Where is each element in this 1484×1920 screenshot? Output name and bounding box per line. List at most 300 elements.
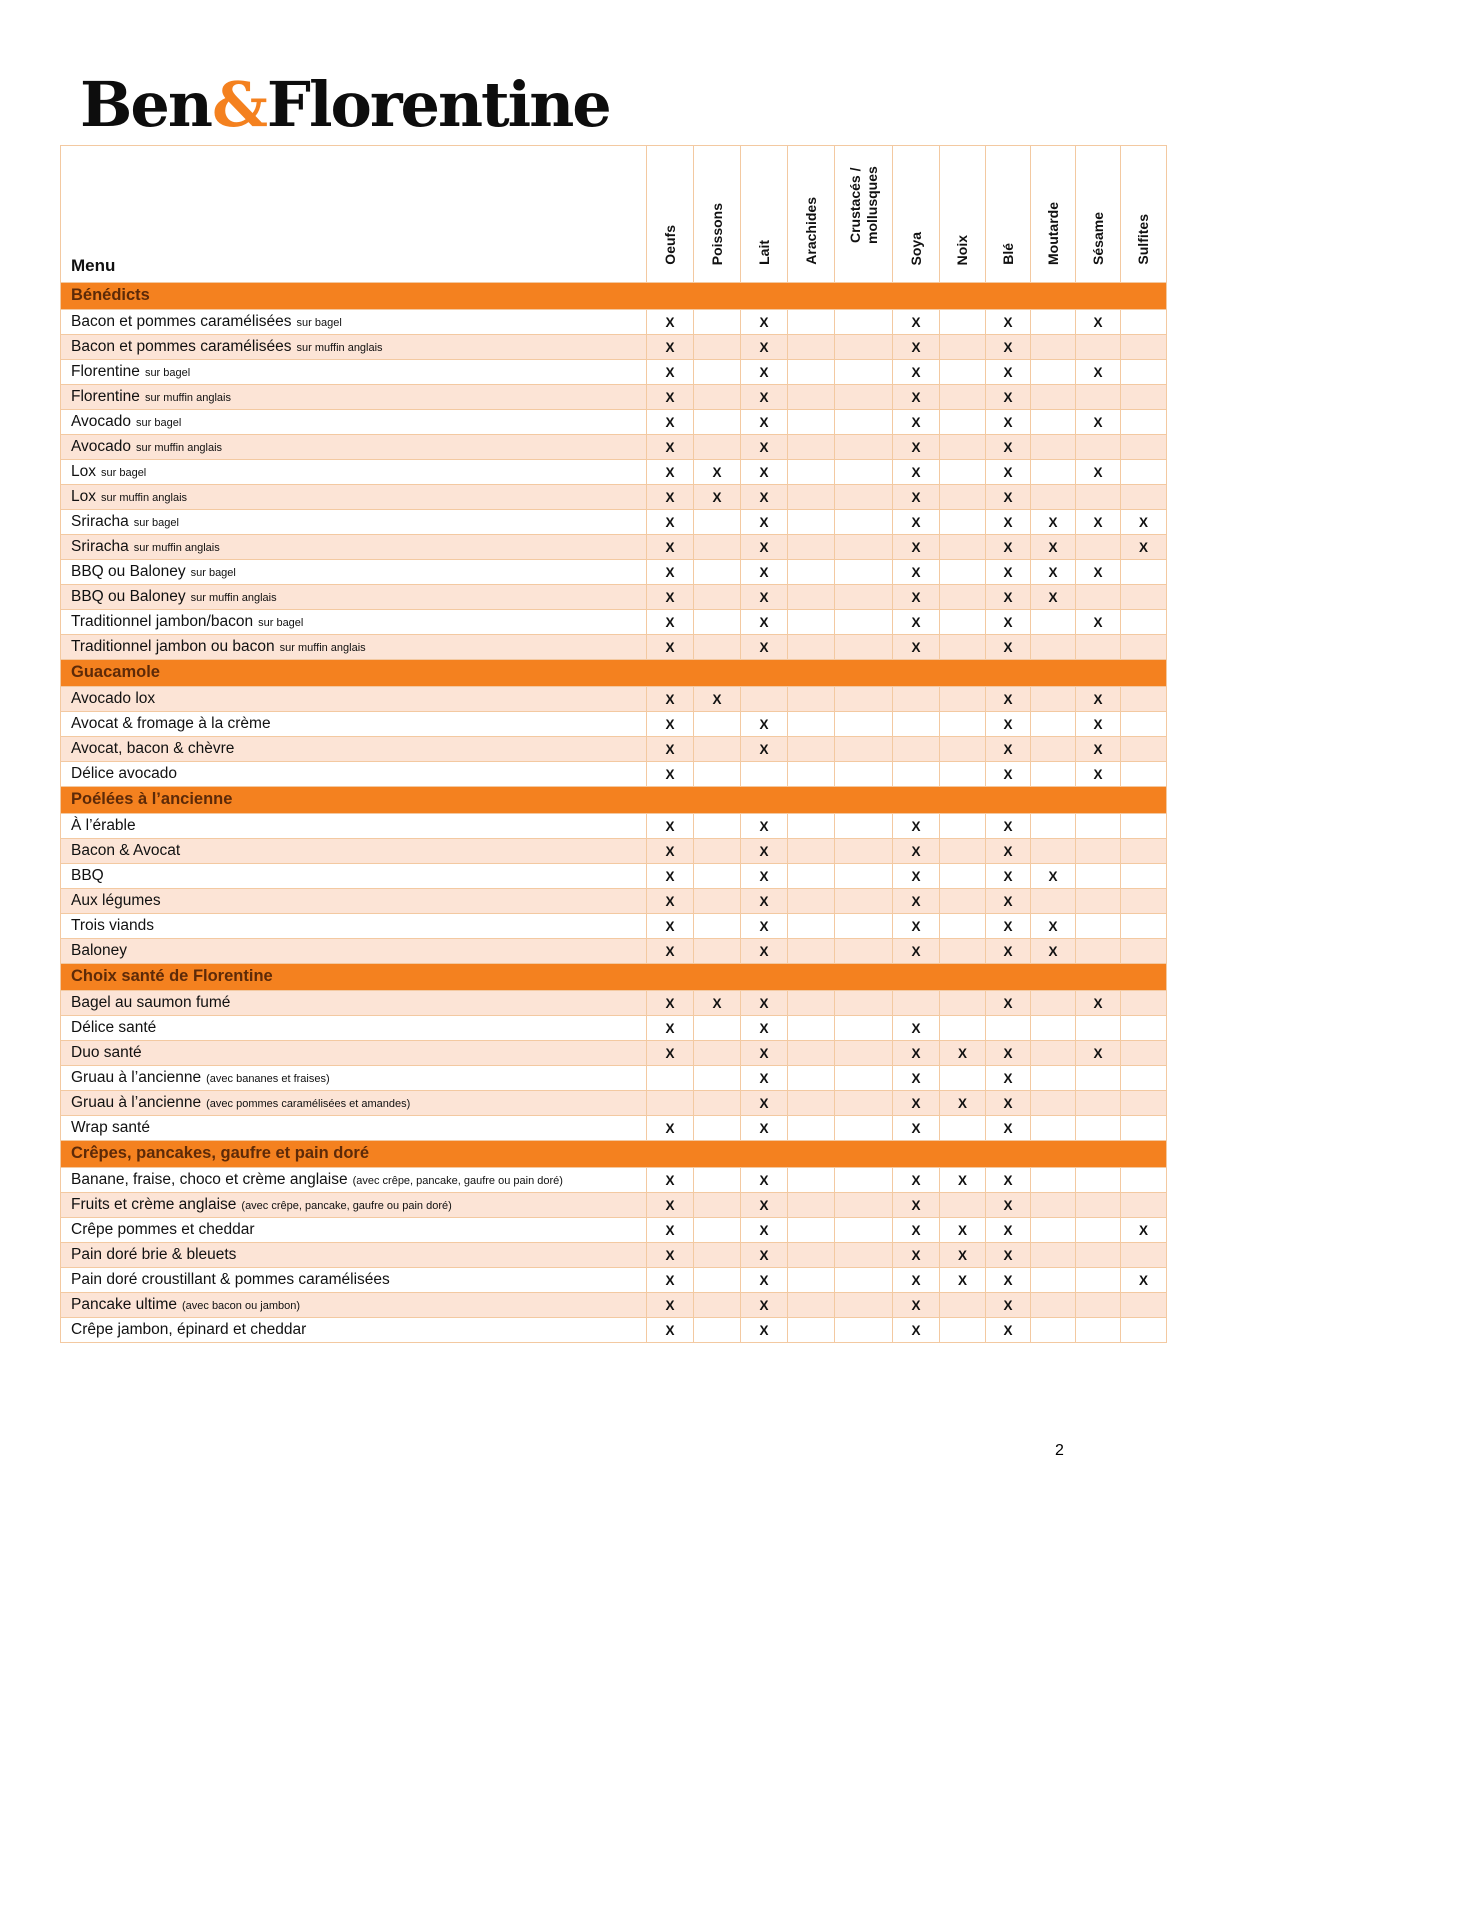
allergen-column-header xyxy=(1121,146,1167,283)
allergen-mark-cell xyxy=(694,889,741,914)
allergen-mark-cell xyxy=(694,737,741,762)
allergen-mark-cell: X xyxy=(741,839,788,864)
allergen-mark-cell: X xyxy=(893,814,940,839)
allergen-mark-cell xyxy=(835,839,893,864)
allergen-mark-cell: X xyxy=(986,814,1031,839)
restaurant-logo xyxy=(80,68,610,141)
menu-row xyxy=(61,889,1167,914)
allergen-mark-cell xyxy=(647,1066,694,1091)
menu-row xyxy=(61,1243,1167,1268)
allergen-mark-cell: X xyxy=(1076,510,1121,535)
menu-item-cell xyxy=(61,914,647,939)
menu-item-note: sur muffin anglais xyxy=(296,341,383,354)
allergen-mark-cell xyxy=(1076,1193,1121,1218)
allergen-mark-cell: X xyxy=(986,1243,1031,1268)
allergen-mark-cell: X xyxy=(986,1193,1031,1218)
allergen-mark-cell xyxy=(1031,1293,1076,1318)
menu-item-name: BBQ xyxy=(71,866,104,884)
menu-row xyxy=(61,485,1167,510)
menu-item-name: Lox xyxy=(71,462,96,480)
menu-item-cell xyxy=(61,410,647,435)
section-header-row xyxy=(61,283,1167,310)
allergen-mark-cell xyxy=(1121,1293,1167,1318)
allergen-column-label: Arachides xyxy=(802,197,819,265)
menu-item-cell xyxy=(61,1041,647,1066)
allergen-mark-cell xyxy=(835,1193,893,1218)
allergen-mark-cell xyxy=(1121,435,1167,460)
allergen-mark-cell: X xyxy=(1076,310,1121,335)
allergen-mark-cell: X xyxy=(893,310,940,335)
allergen-mark-cell xyxy=(940,991,986,1016)
menu-item-name: Pain doré brie & bleuets xyxy=(71,1245,237,1263)
allergen-mark-cell: X xyxy=(694,485,741,510)
menu-item-note: sur muffin anglais xyxy=(136,441,223,454)
allergen-mark-cell xyxy=(940,939,986,964)
allergen-mark-cell: X xyxy=(647,712,694,737)
allergen-mark-cell: X xyxy=(1031,585,1076,610)
allergen-column-label: Oeufs xyxy=(661,225,678,265)
menu-row xyxy=(61,310,1167,335)
allergen-mark-cell: X xyxy=(741,1318,788,1343)
allergen-mark-cell: X xyxy=(647,1168,694,1193)
menu-row xyxy=(61,460,1167,485)
allergen-mark-cell xyxy=(893,991,940,1016)
menu-item-cell xyxy=(61,1091,647,1116)
section-title: Choix santé de Florentine xyxy=(61,964,1167,991)
allergen-mark-cell: X xyxy=(647,435,694,460)
allergen-mark-cell xyxy=(835,1243,893,1268)
allergen-mark-cell: X xyxy=(893,1016,940,1041)
allergen-mark-cell: X xyxy=(647,535,694,560)
allergen-mark-cell xyxy=(788,1168,835,1193)
allergen-mark-cell xyxy=(788,1041,835,1066)
menu-item-cell xyxy=(61,1168,647,1193)
allergen-mark-cell xyxy=(788,939,835,964)
menu-row xyxy=(61,535,1167,560)
allergen-mark-cell: X xyxy=(741,1016,788,1041)
allergen-mark-cell xyxy=(1121,310,1167,335)
allergen-mark-cell: X xyxy=(986,889,1031,914)
allergen-mark-cell xyxy=(835,535,893,560)
allergen-mark-cell xyxy=(788,410,835,435)
allergen-mark-cell xyxy=(940,585,986,610)
allergen-mark-cell xyxy=(1121,385,1167,410)
allergen-mark-cell xyxy=(694,1243,741,1268)
allergen-mark-cell: X xyxy=(986,635,1031,660)
allergen-mark-cell: X xyxy=(647,310,694,335)
allergen-mark-cell xyxy=(1121,485,1167,510)
allergen-mark-cell xyxy=(835,585,893,610)
allergen-mark-cell: X xyxy=(741,1218,788,1243)
menu-item-note: sur bagel xyxy=(144,366,191,379)
allergen-mark-cell: X xyxy=(893,889,940,914)
allergen-mark-cell xyxy=(835,939,893,964)
allergen-mark-cell xyxy=(788,1066,835,1091)
menu-row xyxy=(61,335,1167,360)
allergen-mark-cell xyxy=(694,1041,741,1066)
allergen-mark-cell: X xyxy=(893,385,940,410)
allergen-mark-cell: X xyxy=(741,535,788,560)
allergen-mark-cell: X xyxy=(940,1218,986,1243)
allergen-mark-cell xyxy=(788,839,835,864)
allergen-mark-cell: X xyxy=(647,460,694,485)
allergen-mark-cell xyxy=(1121,914,1167,939)
allergen-mark-cell: X xyxy=(893,1318,940,1343)
allergen-mark-cell: X xyxy=(893,1218,940,1243)
menu-row xyxy=(61,1268,1167,1293)
allergen-column-header xyxy=(940,146,986,283)
allergen-mark-cell: X xyxy=(986,1091,1031,1116)
allergen-column-label: Sulfites xyxy=(1135,214,1152,265)
allergen-mark-cell xyxy=(647,1091,694,1116)
allergen-mark-cell xyxy=(694,1116,741,1141)
allergen-mark-cell: X xyxy=(893,1091,940,1116)
allergen-column-header xyxy=(893,146,940,283)
allergen-mark-cell xyxy=(835,712,893,737)
allergen-mark-cell xyxy=(835,410,893,435)
allergen-mark-cell xyxy=(940,310,986,335)
menu-item-name: Avocat & fromage à la crème xyxy=(71,714,271,732)
logo-ampersand: & xyxy=(211,68,266,141)
menu-row xyxy=(61,864,1167,889)
allergen-mark-cell xyxy=(788,310,835,335)
menu-item-cell xyxy=(61,737,647,762)
allergen-mark-cell: X xyxy=(1076,762,1121,787)
allergen-mark-cell xyxy=(940,839,986,864)
allergen-mark-cell: X xyxy=(893,610,940,635)
allergen-mark-cell xyxy=(1031,1066,1076,1091)
menu-row xyxy=(61,510,1167,535)
menu-item-note: sur bagel xyxy=(296,316,342,329)
allergen-mark-cell xyxy=(940,460,986,485)
allergen-mark-cell xyxy=(788,1218,835,1243)
menu-item-note: sur bagel xyxy=(133,516,179,529)
allergen-mark-cell xyxy=(694,939,741,964)
menu-item-note: sur bagel xyxy=(258,616,304,629)
allergen-column-header xyxy=(835,146,893,283)
section-title: Crêpes, pancakes, gaufre et pain doré xyxy=(61,1141,1167,1168)
allergen-mark-cell xyxy=(1121,410,1167,435)
allergen-mark-cell xyxy=(1076,814,1121,839)
allergen-mark-cell: X xyxy=(893,435,940,460)
allergen-mark-cell: X xyxy=(647,1293,694,1318)
allergen-mark-cell xyxy=(788,687,835,712)
allergen-mark-cell xyxy=(940,535,986,560)
menu-item-cell xyxy=(61,1193,647,1218)
allergen-mark-cell xyxy=(1121,814,1167,839)
menu-row xyxy=(61,1318,1167,1343)
allergen-mark-cell xyxy=(835,1293,893,1318)
menu-item-cell xyxy=(61,1318,647,1343)
allergen-mark-cell xyxy=(1076,914,1121,939)
allergen-mark-cell xyxy=(694,560,741,585)
menu-item-name: Avocat, bacon & chèvre xyxy=(71,739,235,757)
allergen-mark-cell: X xyxy=(741,585,788,610)
allergen-mark-cell: X xyxy=(647,485,694,510)
allergen-mark-cell xyxy=(1031,410,1076,435)
allergen-mark-cell: X xyxy=(647,360,694,385)
allergen-mark-cell: X xyxy=(694,991,741,1016)
allergen-mark-cell xyxy=(1031,712,1076,737)
menu-row xyxy=(61,737,1167,762)
section-title: Poélées à l’ancienne xyxy=(61,787,1167,814)
allergen-mark-cell xyxy=(1076,1218,1121,1243)
allergen-mark-cell xyxy=(694,864,741,889)
allergen-mark-cell xyxy=(694,1066,741,1091)
allergen-mark-cell: X xyxy=(893,560,940,585)
allergen-mark-cell: X xyxy=(1031,939,1076,964)
allergen-mark-cell xyxy=(940,435,986,460)
allergen-mark-cell: X xyxy=(986,939,1031,964)
allergen-mark-cell: X xyxy=(647,839,694,864)
menu-item-cell xyxy=(61,1218,647,1243)
menu-item-cell xyxy=(61,687,647,712)
menu-item-note: (avec crêpe, pancake, gaufre ou pain doré) xyxy=(352,1174,563,1187)
allergen-mark-cell: X xyxy=(741,385,788,410)
allergen-mark-cell xyxy=(835,560,893,585)
allergen-mark-cell: X xyxy=(986,560,1031,585)
menu-row xyxy=(61,385,1167,410)
allergen-mark-cell: X xyxy=(694,687,741,712)
allergen-mark-cell: X xyxy=(647,635,694,660)
allergen-mark-cell xyxy=(1076,1293,1121,1318)
allergen-mark-cell: X xyxy=(741,435,788,460)
menu-item-cell xyxy=(61,535,647,560)
menu-item-name: Trois viands xyxy=(71,916,154,934)
menu-item-name: Bagel au saumon fumé xyxy=(71,993,231,1011)
allergen-mark-cell: X xyxy=(986,1218,1031,1243)
allergen-mark-cell xyxy=(1076,889,1121,914)
allergen-mark-cell: X xyxy=(940,1168,986,1193)
allergen-mark-cell xyxy=(694,610,741,635)
allergen-mark-cell xyxy=(788,510,835,535)
allergen-mark-cell xyxy=(835,460,893,485)
allergen-mark-cell: X xyxy=(1076,360,1121,385)
allergen-mark-cell xyxy=(1031,460,1076,485)
allergen-mark-cell: X xyxy=(1121,535,1167,560)
allergen-column-header xyxy=(788,146,835,283)
allergen-mark-cell xyxy=(1076,1091,1121,1116)
menu-item-cell xyxy=(61,510,647,535)
allergen-mark-cell: X xyxy=(940,1268,986,1293)
allergen-mark-cell xyxy=(835,991,893,1016)
allergen-mark-cell xyxy=(940,335,986,360)
allergen-mark-cell: X xyxy=(741,335,788,360)
menu-item-cell xyxy=(61,310,647,335)
menu-item-cell xyxy=(61,360,647,385)
allergen-mark-cell xyxy=(1121,1041,1167,1066)
allergen-mark-cell xyxy=(1031,1218,1076,1243)
allergen-mark-cell xyxy=(1031,1168,1076,1193)
allergen-mark-cell: X xyxy=(940,1243,986,1268)
allergen-mark-cell xyxy=(835,635,893,660)
allergen-mark-cell xyxy=(1031,385,1076,410)
allergen-mark-cell xyxy=(788,1016,835,1041)
allergen-mark-cell xyxy=(1031,610,1076,635)
menu-item-note: (avec pommes caramélisées et amandes) xyxy=(206,1097,411,1110)
allergen-mark-cell: X xyxy=(647,560,694,585)
menu-row xyxy=(61,1041,1167,1066)
allergen-mark-cell: X xyxy=(741,1116,788,1141)
allergen-mark-cell: X xyxy=(741,1243,788,1268)
menu-item-note: sur bagel xyxy=(101,466,147,479)
menu-item-name: Banane, fraise, choco et crème anglaise xyxy=(71,1170,348,1188)
menu-item-note: sur bagel xyxy=(190,566,236,579)
menu-item-cell xyxy=(61,712,647,737)
allergen-mark-cell xyxy=(694,814,741,839)
allergen-mark-cell: X xyxy=(741,1168,788,1193)
allergen-mark-cell: X xyxy=(986,991,1031,1016)
allergen-mark-cell xyxy=(1076,1016,1121,1041)
allergen-column-header xyxy=(647,146,694,283)
allergen-mark-cell xyxy=(1076,385,1121,410)
allergen-mark-cell xyxy=(940,560,986,585)
allergen-mark-cell: X xyxy=(893,460,940,485)
allergen-mark-cell: X xyxy=(893,839,940,864)
allergen-mark-cell xyxy=(940,1293,986,1318)
allergen-mark-cell xyxy=(1121,610,1167,635)
menu-item-name: Duo santé xyxy=(71,1043,142,1061)
menu-item-cell xyxy=(61,1116,647,1141)
allergen-mark-cell xyxy=(940,1066,986,1091)
allergen-mark-cell: X xyxy=(986,335,1031,360)
section-header-row xyxy=(61,787,1167,814)
allergen-mark-cell: X xyxy=(741,1293,788,1318)
allergen-mark-cell: X xyxy=(1031,914,1076,939)
allergen-mark-cell xyxy=(788,460,835,485)
menu-row xyxy=(61,610,1167,635)
allergen-mark-cell xyxy=(788,762,835,787)
allergen-mark-cell xyxy=(835,485,893,510)
allergen-column-label: Moutarde xyxy=(1044,202,1061,265)
allergen-mark-cell xyxy=(835,864,893,889)
menu-item-name: Sriracha xyxy=(71,512,129,530)
menu-row xyxy=(61,839,1167,864)
allergen-mark-cell xyxy=(1121,991,1167,1016)
menu-item-cell xyxy=(61,1066,647,1091)
allergen-mark-cell: X xyxy=(647,385,694,410)
allergen-mark-cell xyxy=(694,335,741,360)
allergen-mark-cell xyxy=(835,737,893,762)
allergen-column-header xyxy=(694,146,741,283)
table-header-row xyxy=(61,146,1167,283)
allergen-mark-cell: X xyxy=(940,1041,986,1066)
allergen-mark-cell: X xyxy=(986,460,1031,485)
menu-row xyxy=(61,1168,1167,1193)
allergen-mark-cell: X xyxy=(1076,410,1121,435)
allergen-mark-cell: X xyxy=(893,1168,940,1193)
allergen-mark-cell xyxy=(940,762,986,787)
allergen-mark-cell xyxy=(1031,1091,1076,1116)
menu-item-name: Aux légumes xyxy=(71,891,161,909)
allergen-mark-cell: X xyxy=(1076,1041,1121,1066)
menu-item-cell xyxy=(61,385,647,410)
allergen-mark-cell xyxy=(1076,839,1121,864)
allergen-mark-cell: X xyxy=(741,864,788,889)
allergen-mark-cell: X xyxy=(986,1066,1031,1091)
allergen-mark-cell xyxy=(788,560,835,585)
allergen-mark-cell xyxy=(1031,1193,1076,1218)
menu-row xyxy=(61,1091,1167,1116)
allergen-mark-cell: X xyxy=(647,1268,694,1293)
allergen-mark-cell: X xyxy=(940,1091,986,1116)
menu-row xyxy=(61,712,1167,737)
allergen-mark-cell xyxy=(1121,737,1167,762)
allergen-mark-cell xyxy=(1121,635,1167,660)
allergen-column-header xyxy=(986,146,1031,283)
allergen-mark-cell: X xyxy=(986,1116,1031,1141)
menu-row xyxy=(61,410,1167,435)
allergen-mark-cell: X xyxy=(647,889,694,914)
menu-item-name: Avocado xyxy=(71,437,132,455)
allergen-mark-cell xyxy=(1121,939,1167,964)
allergen-mark-cell xyxy=(1121,585,1167,610)
allergen-mark-cell: X xyxy=(893,510,940,535)
allergen-mark-cell xyxy=(835,762,893,787)
allergen-mark-cell xyxy=(694,1016,741,1041)
allergen-mark-cell: X xyxy=(741,460,788,485)
menu-item-note: sur muffin anglais xyxy=(101,491,188,504)
allergen-column-label: Lait xyxy=(755,240,772,265)
allergen-mark-cell xyxy=(788,635,835,660)
allergen-mark-cell xyxy=(1031,360,1076,385)
allergen-mark-cell xyxy=(1076,939,1121,964)
menu-item-cell xyxy=(61,814,647,839)
allergen-mark-cell: X xyxy=(1121,1268,1167,1293)
allergen-mark-cell xyxy=(1121,1243,1167,1268)
allergen-mark-cell: X xyxy=(893,1193,940,1218)
allergen-mark-cell xyxy=(835,1116,893,1141)
allergen-mark-cell xyxy=(1121,1116,1167,1141)
allergen-mark-cell: X xyxy=(893,335,940,360)
allergen-mark-cell: X xyxy=(986,585,1031,610)
allergen-mark-cell xyxy=(694,1218,741,1243)
allergen-mark-cell xyxy=(1121,839,1167,864)
menu-item-name: Pain doré croustillant & pommes caramélisées xyxy=(71,1270,390,1288)
menu-item-name: Florentine xyxy=(71,387,140,405)
allergen-mark-cell: X xyxy=(647,1193,694,1218)
allergen-mark-cell: X xyxy=(741,360,788,385)
allergen-mark-cell: X xyxy=(741,510,788,535)
allergen-mark-cell: X xyxy=(647,1318,694,1343)
allergen-mark-cell: X xyxy=(647,1041,694,1066)
section-title: Bénédicts xyxy=(61,283,1167,310)
menu-row xyxy=(61,1293,1167,1318)
allergen-mark-cell: X xyxy=(647,814,694,839)
allergen-mark-cell xyxy=(788,737,835,762)
allergen-mark-cell xyxy=(694,635,741,660)
allergen-mark-cell xyxy=(1031,762,1076,787)
allergen-mark-cell xyxy=(741,762,788,787)
allergen-mark-cell xyxy=(835,360,893,385)
allergen-mark-cell xyxy=(835,610,893,635)
allergen-mark-cell xyxy=(694,585,741,610)
menu-item-name: Wrap santé xyxy=(71,1118,150,1136)
allergen-mark-cell xyxy=(788,335,835,360)
allergen-mark-cell: X xyxy=(741,939,788,964)
allergen-mark-cell xyxy=(694,510,741,535)
allergen-mark-cell xyxy=(694,410,741,435)
section-title: Guacamole xyxy=(61,660,1167,687)
section-header-row xyxy=(61,660,1167,687)
allergen-mark-cell xyxy=(1121,1318,1167,1343)
allergen-column-label: Sésame xyxy=(1089,212,1106,265)
allergen-mark-cell xyxy=(1031,635,1076,660)
allergen-mark-cell xyxy=(835,385,893,410)
allergen-mark-cell: X xyxy=(1076,687,1121,712)
allergen-mark-cell xyxy=(1031,485,1076,510)
allergen-mark-cell: X xyxy=(694,460,741,485)
